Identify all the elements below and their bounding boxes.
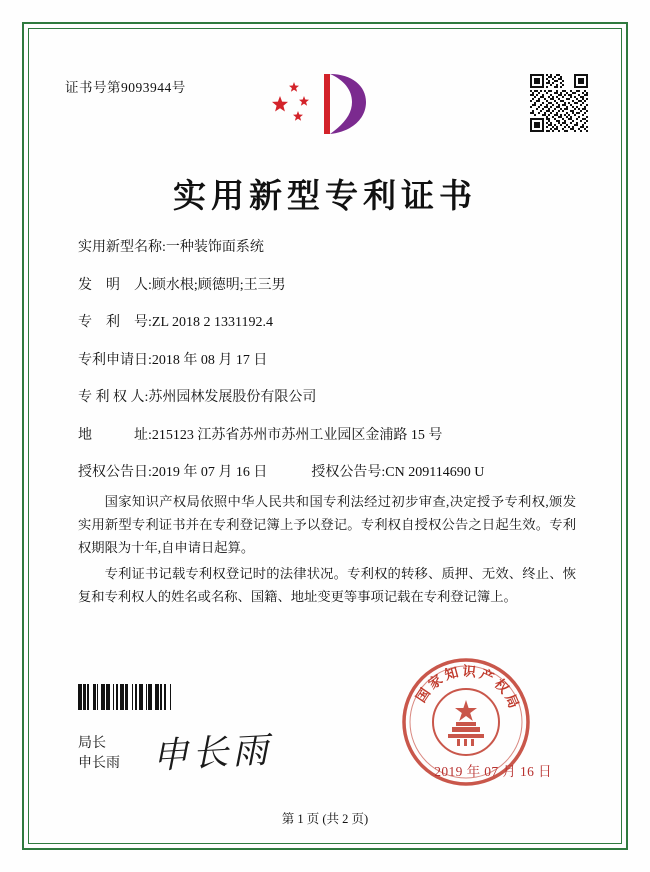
field-value-patentee: 苏州园林发展股份有限公司	[148, 390, 317, 405]
field-row-patentee	[78, 388, 580, 408]
page-number: 第 1 页 (共 2 页)	[281, 812, 369, 826]
field-value-address: 215123 江苏省苏州市苏州工业园区金浦路 15 号	[151, 427, 443, 443]
barcode-bar	[93, 684, 96, 710]
field-value-application-date: 2018 年 08 月 17 日	[151, 352, 268, 368]
field-row-address	[78, 426, 580, 446]
field-row-inventor	[78, 276, 580, 296]
barcode-bar	[97, 684, 98, 710]
barcode-bar	[120, 684, 124, 710]
barcode-bar	[106, 684, 110, 710]
barcode-bar	[125, 684, 128, 710]
barcode-bar	[139, 684, 143, 710]
barcode-bar	[170, 684, 171, 710]
barcode-bar	[164, 684, 165, 710]
field-row-application-date	[78, 351, 580, 371]
barcode-bar	[116, 684, 119, 710]
barcode-bar	[155, 684, 159, 710]
barcode-bar	[160, 684, 161, 710]
certificate-number: 证书号第9093944号	[65, 80, 186, 95]
signature-role-label: 局长	[78, 736, 106, 751]
barcode-bar	[132, 684, 133, 710]
barcode-bar	[83, 684, 86, 710]
field-label-application-date: 专利申请日:	[78, 352, 152, 368]
field-label-inventor: 发 明 人:	[78, 277, 152, 293]
barcode-bar	[146, 684, 147, 710]
patent-office-logo-icon	[268, 66, 378, 138]
handwritten-signature: 申长雨	[151, 729, 274, 778]
legal-text	[78, 490, 576, 611]
barcode-bar	[113, 684, 114, 710]
field-row-grant	[78, 463, 580, 483]
barcode-bar	[135, 684, 138, 710]
legal-paragraph-1: 国家知识产权局依照中华人民共和国专利法经过初步审查,决定授予专利权,颁发实用新型专利证书并在专利登记簿上予以登记。专利权自授权公告之日起生效。专利权期限为十年,自申请日起算。	[78, 494, 576, 555]
legal-paragraph-2: 专利证书记载专利权登记时的法律状况。专利权的转移、质押、无效、终止、恢复和专利权人的姓名或名称、国籍、地址变更等事项记载在专利登记簿上。	[78, 566, 576, 604]
page-title: 实用新型专利证书	[173, 176, 477, 215]
signature-name-label: 申长雨	[78, 756, 120, 771]
field-value-name: 一种装饰面系统	[165, 240, 264, 255]
svg-text:国家知识产权局: 国家知识产权局	[413, 663, 523, 714]
field-value-patent-number: ZL 2018 2 1331192.4	[151, 315, 273, 330]
field-value-grant-date: 2019 年 07 月 16 日	[151, 465, 268, 480]
barcode-bar	[148, 684, 152, 710]
field-row-patent-number	[78, 313, 580, 333]
field-label-grant-number: 授权公告号:	[311, 465, 386, 480]
field-label-grant-date: 授权公告日:	[78, 465, 152, 480]
field-row-name	[78, 238, 580, 258]
qr-code	[530, 74, 588, 132]
certificate-content	[40, 40, 610, 832]
barcode-bar	[78, 684, 82, 710]
signature-block	[78, 734, 120, 774]
seal-date: 2019 年 07 月 16 日	[434, 764, 552, 779]
field-label-name: 实用新型名称:	[78, 240, 166, 255]
field-label-patentee: 专 利 权 人:	[78, 390, 149, 405]
field-label-patent-number: 专 利 号:	[78, 315, 152, 330]
field-value-inventor: 顾水根;顾德明;王三男	[151, 277, 286, 293]
barcode-bar	[87, 684, 88, 710]
barcode-bar	[101, 684, 105, 710]
field-value-grant-number: CN 209114690 U	[385, 465, 485, 480]
field-label-address: 地 址:	[78, 427, 152, 443]
barcode	[78, 684, 253, 710]
fields-list	[78, 238, 580, 501]
